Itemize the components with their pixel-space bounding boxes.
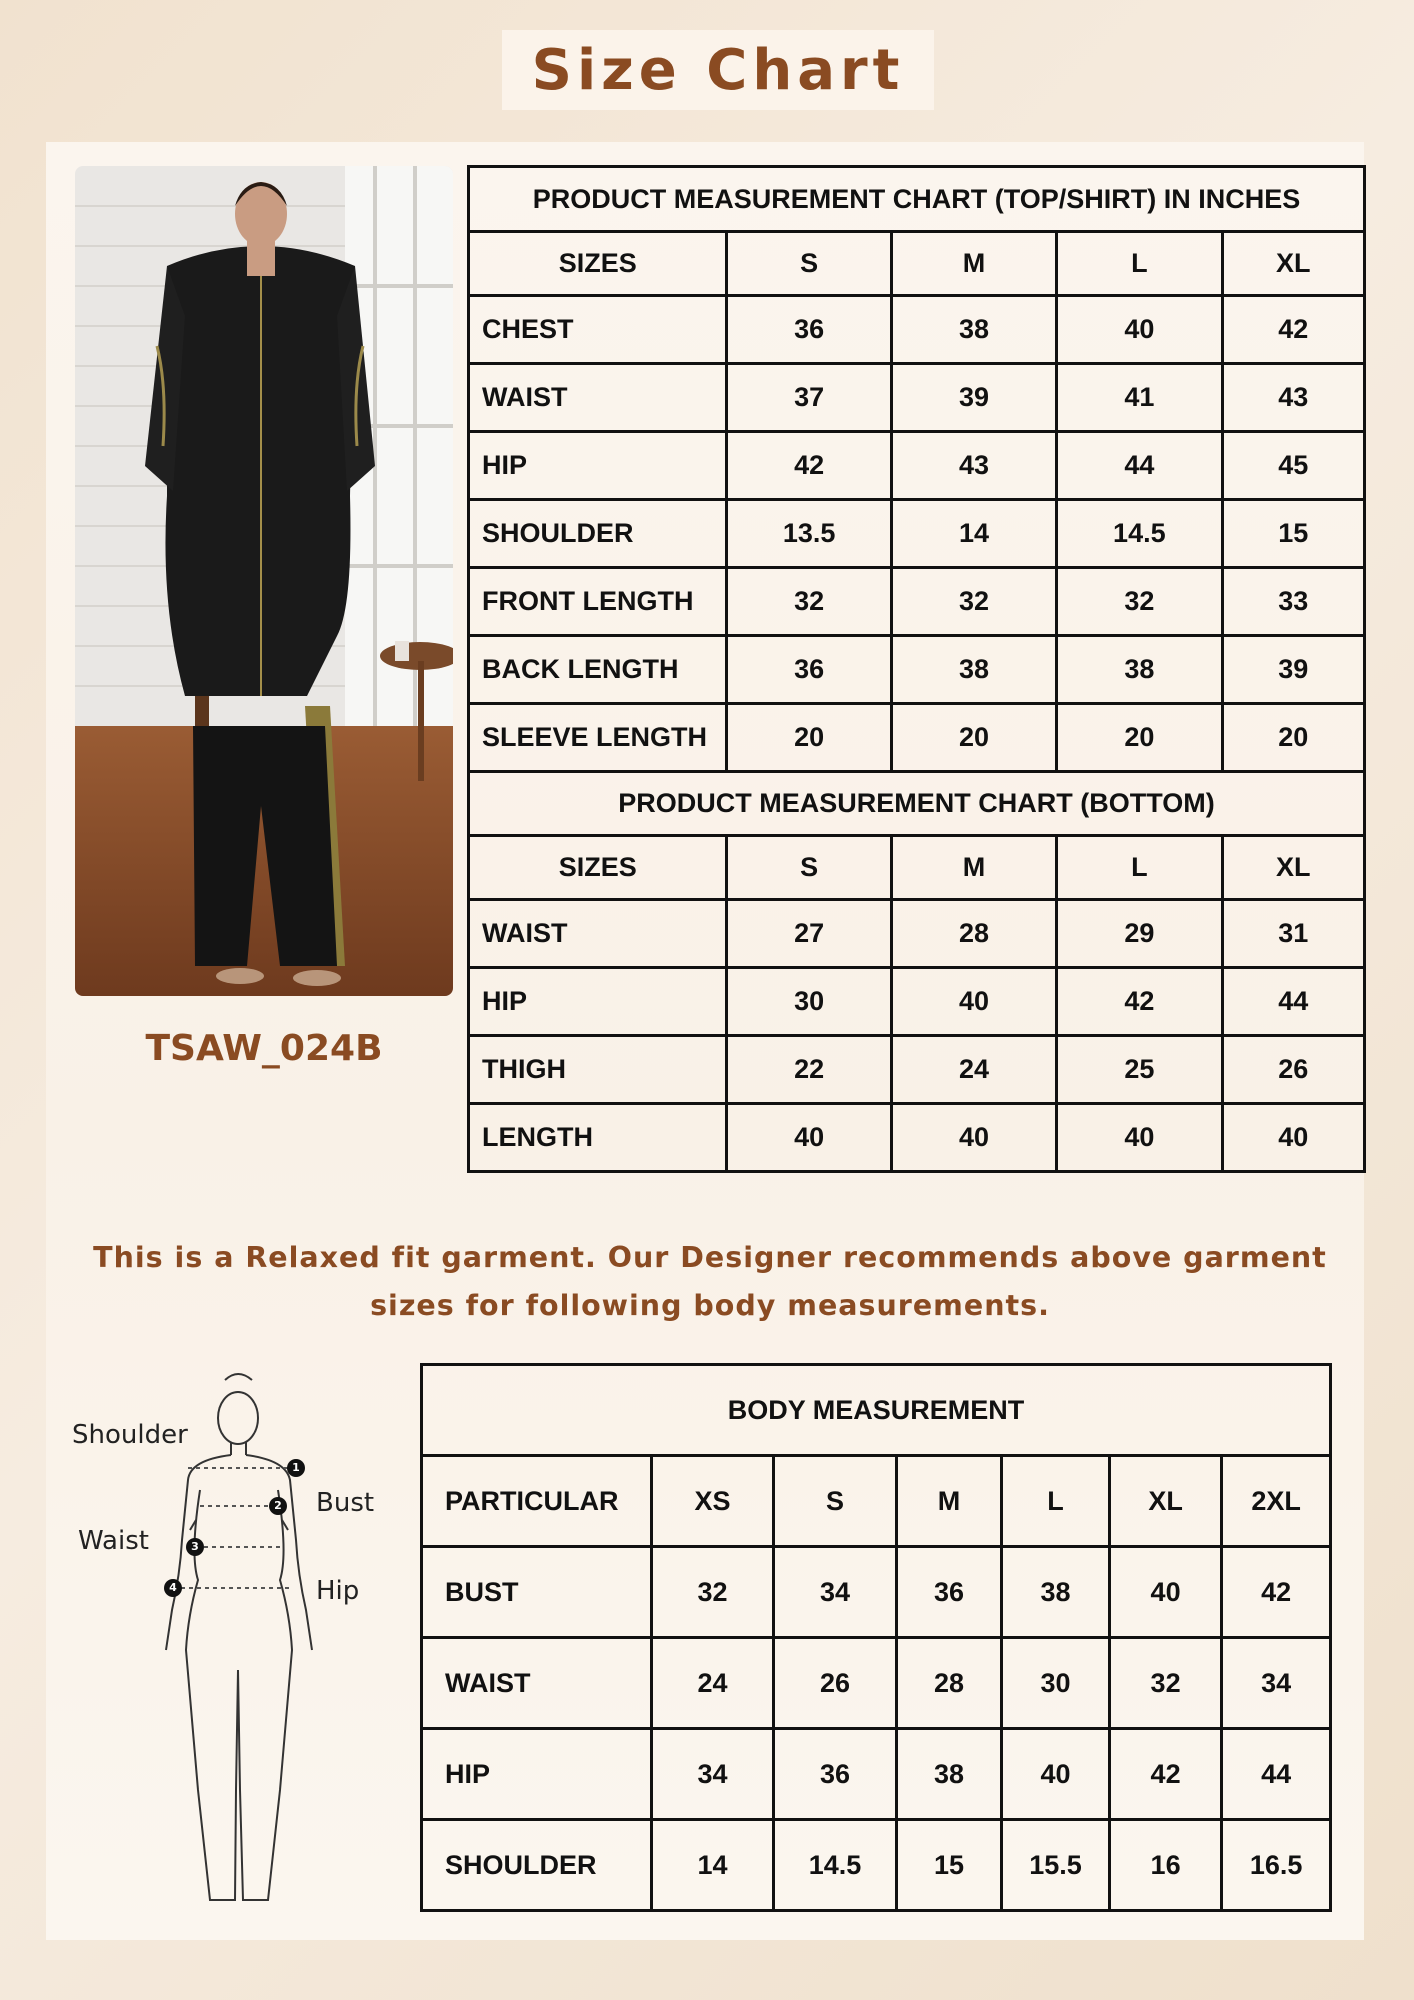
table-cell: 24 (891, 1036, 1056, 1104)
marker-4-icon (164, 1579, 182, 1597)
header-cell: XL (1109, 1456, 1221, 1547)
table-cell: 20 (1057, 704, 1222, 772)
header-cell: S (727, 836, 891, 900)
row-label: WAIST (469, 364, 727, 432)
table-row (469, 968, 1365, 1036)
bust-label: Bust (316, 1488, 375, 1518)
row-label: BUST (422, 1547, 652, 1638)
row-label: SHOULDER (469, 500, 727, 568)
table-cell: 42 (1222, 296, 1364, 364)
table-cell: 40 (1222, 1104, 1364, 1172)
table-cell: 16.5 (1222, 1820, 1331, 1911)
header-cell: SIZES (469, 232, 727, 296)
table-cell: 34 (1222, 1638, 1331, 1729)
header-cell: S (774, 1456, 897, 1547)
table-cell: 32 (1057, 568, 1222, 636)
table-cell: 30 (727, 968, 891, 1036)
table-cell: 40 (1057, 1104, 1222, 1172)
table-row (469, 1036, 1365, 1104)
table-cell: 40 (891, 1104, 1056, 1172)
body-chart-header-row (422, 1456, 1331, 1547)
table-cell: 40 (891, 968, 1056, 1036)
row-label: BACK LENGTH (469, 636, 727, 704)
table-cell: 28 (896, 1638, 1001, 1729)
table-cell: 26 (774, 1638, 897, 1729)
row-label: WAIST (422, 1638, 652, 1729)
table-row (469, 1104, 1365, 1172)
header-cell: M (891, 232, 1056, 296)
header-cell: L (1002, 1456, 1110, 1547)
fit-note-line-2: sizes for following body measurements. (370, 1289, 1050, 1322)
table-cell: 32 (651, 1547, 773, 1638)
page-title-box (502, 30, 934, 110)
waist-label: Waist (78, 1526, 149, 1556)
table-cell: 38 (891, 296, 1056, 364)
table-cell: 32 (1109, 1638, 1221, 1729)
row-label: CHEST (469, 296, 727, 364)
table-cell: 42 (1109, 1729, 1221, 1820)
table-cell: 13.5 (727, 500, 891, 568)
top-chart-header-row (469, 232, 1365, 296)
product-code: TSAW_024B (145, 1028, 383, 1069)
table-cell: 22 (727, 1036, 891, 1104)
header-cell: M (891, 836, 1056, 900)
header-cell: L (1057, 232, 1222, 296)
body-measurement-table (420, 1363, 1332, 1912)
table-cell: 34 (774, 1547, 897, 1638)
product-photo (75, 166, 453, 996)
top-chart-title: PRODUCT MEASUREMENT CHART (TOP/SHIRT) IN INCHES (469, 167, 1365, 232)
row-label: THIGH (469, 1036, 727, 1104)
table-cell: 24 (651, 1638, 773, 1729)
table-cell: 38 (891, 636, 1056, 704)
table-cell: 14.5 (774, 1820, 897, 1911)
row-label: LENGTH (469, 1104, 727, 1172)
table-cell: 20 (891, 704, 1056, 772)
table-cell: 43 (891, 432, 1056, 500)
table-cell: 14.5 (1057, 500, 1222, 568)
table-cell: 42 (1057, 968, 1222, 1036)
table-cell: 32 (727, 568, 891, 636)
row-label: HIP (469, 432, 727, 500)
table-cell: 36 (896, 1547, 1001, 1638)
table-cell: 42 (727, 432, 891, 500)
table-cell: 30 (1002, 1638, 1110, 1729)
table-row (422, 1547, 1331, 1638)
marker-3-label: 3 (191, 1540, 199, 1553)
table-cell: 28 (891, 900, 1056, 968)
product-measurement-table (467, 165, 1366, 1173)
table-cell: 15.5 (1002, 1820, 1110, 1911)
table-cell: 25 (1057, 1036, 1222, 1104)
row-label: FRONT LENGTH (469, 568, 727, 636)
header-cell: S (727, 232, 891, 296)
body-chart-title: BODY MEASUREMENT (422, 1365, 1331, 1456)
table-cell: 34 (651, 1729, 773, 1820)
row-label: WAIST (469, 900, 727, 968)
table-cell: 20 (727, 704, 891, 772)
table-cell: 38 (1057, 636, 1222, 704)
table-cell: 41 (1057, 364, 1222, 432)
table-row (469, 296, 1365, 364)
row-label: SHOULDER (422, 1820, 652, 1911)
body-measurement-figure (60, 1370, 390, 1915)
table-cell: 27 (727, 900, 891, 968)
table-cell: 39 (1222, 636, 1364, 704)
row-label: HIP (422, 1729, 652, 1820)
header-cell: XL (1222, 836, 1364, 900)
header-cell: XS (651, 1456, 773, 1547)
table-cell: 43 (1222, 364, 1364, 432)
fit-note-line-1: This is a Relaxed fit garment. Our Designer recommends above garment (93, 1241, 1327, 1274)
marker-2-label: 2 (274, 1499, 282, 1512)
hip-label: Hip (316, 1576, 360, 1606)
marker-2-icon (269, 1497, 287, 1515)
table-cell: 20 (1222, 704, 1364, 772)
table-cell: 39 (891, 364, 1056, 432)
table-row (422, 1638, 1331, 1729)
table-cell: 31 (1222, 900, 1364, 968)
table-row (469, 432, 1365, 500)
table-row (469, 636, 1365, 704)
table-cell: 33 (1222, 568, 1364, 636)
header-cell: XL (1222, 232, 1364, 296)
table-cell: 37 (727, 364, 891, 432)
table-cell: 15 (1222, 500, 1364, 568)
table-cell: 36 (727, 296, 891, 364)
table-cell: 16 (1109, 1820, 1221, 1911)
table-cell: 44 (1057, 432, 1222, 500)
table-row (469, 364, 1365, 432)
header-cell: 2XL (1222, 1456, 1331, 1547)
header-cell: SIZES (469, 836, 727, 900)
row-label: SLEEVE LENGTH (469, 704, 727, 772)
marker-1-label: 1 (292, 1461, 300, 1474)
table-cell: 45 (1222, 432, 1364, 500)
header-cell: L (1057, 836, 1222, 900)
fit-note (80, 1234, 1340, 1330)
table-cell: 26 (1222, 1036, 1364, 1104)
table-cell: 40 (1109, 1547, 1221, 1638)
table-cell: 36 (727, 636, 891, 704)
table-cell: 44 (1222, 1729, 1331, 1820)
table-cell: 40 (1002, 1729, 1110, 1820)
page-title: Size Chart (531, 37, 905, 103)
table-cell: 38 (1002, 1547, 1110, 1638)
table-row (469, 704, 1365, 772)
bottom-chart-header-row (469, 836, 1365, 900)
table-cell: 15 (896, 1820, 1001, 1911)
table-cell: 42 (1222, 1547, 1331, 1638)
table-row (422, 1729, 1331, 1820)
bottom-chart-title: PRODUCT MEASUREMENT CHART (BOTTOM) (469, 772, 1365, 836)
header-cell: M (896, 1456, 1001, 1547)
table-cell: 44 (1222, 968, 1364, 1036)
marker-3-icon (186, 1538, 204, 1556)
table-cell: 38 (896, 1729, 1001, 1820)
table-row (469, 500, 1365, 568)
table-cell: 29 (1057, 900, 1222, 968)
table-cell: 14 (651, 1820, 773, 1911)
table-row (469, 900, 1365, 968)
shoulder-label: Shoulder (72, 1420, 188, 1450)
table-cell: 40 (727, 1104, 891, 1172)
marker-1-icon (287, 1459, 305, 1477)
header-cell: PARTICULAR (422, 1456, 652, 1547)
table-cell: 40 (1057, 296, 1222, 364)
table-row (469, 568, 1365, 636)
row-label: HIP (469, 968, 727, 1036)
table-cell: 36 (774, 1729, 897, 1820)
table-cell: 14 (891, 500, 1056, 568)
marker-4-label: 4 (169, 1581, 177, 1594)
table-cell: 32 (891, 568, 1056, 636)
table-row (422, 1820, 1331, 1911)
